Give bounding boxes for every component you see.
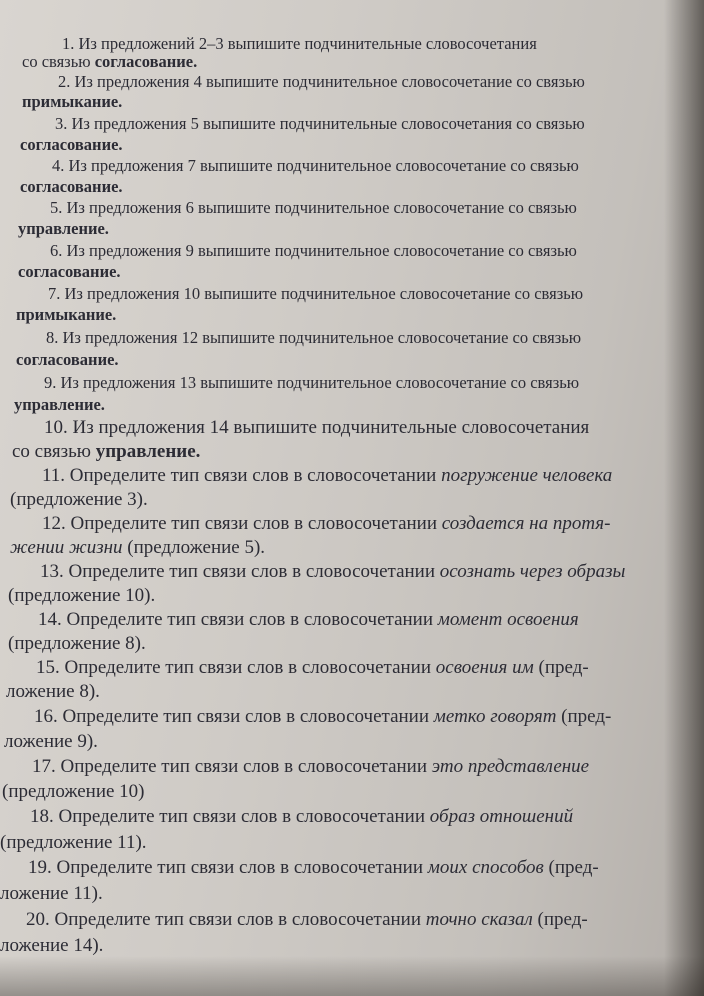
question-text: Определите тип связи слов в словосочетании <box>69 465 437 486</box>
question-number: 10. <box>44 417 68 438</box>
sentence-ref: (предложение 10). <box>8 585 156 606</box>
sentence-ref: (пред- <box>538 657 589 678</box>
question-text: Из предложения 4 выпишите подчинительное словосочетание со связью <box>74 72 585 91</box>
question-number: 1. <box>62 34 75 53</box>
sentence-ref: ложение 8). <box>6 681 100 702</box>
question-number: 9. <box>44 373 57 392</box>
question-number: 14. <box>38 609 62 630</box>
phrase: создается на протя- <box>441 513 611 534</box>
sentence-ref: (предложение 11). <box>0 832 147 853</box>
question-text: Определите тип связи слов в словосочетании <box>66 609 434 630</box>
question-text: Определите тип связи слов в словосочетании <box>70 513 438 534</box>
phrase: моих способов <box>427 857 544 878</box>
question-text: Из предложения 10 выпишите подчинительное словосочетание со связью <box>64 284 584 303</box>
question-text: Определите тип связи слов в словосочетании <box>68 561 436 582</box>
question-number: 6. <box>50 241 63 260</box>
phrase: точно сказал <box>425 909 533 930</box>
connection-type: согласование. <box>20 135 123 154</box>
question-number: 3. <box>55 114 68 133</box>
question-number: 13. <box>40 561 64 582</box>
question-text: Определите тип связи слов в словосочетании <box>58 806 426 827</box>
question-text: Из предложения 9 выпишите подчинительное словосочетание со связью <box>66 241 577 260</box>
question-number: 11. <box>42 465 66 486</box>
connection-type: согласование. <box>20 177 123 196</box>
question-text: Из предложения 14 выпишите подчинительные словосочетания <box>72 417 590 438</box>
phrase: осознать через образы <box>439 561 626 582</box>
question-text: Из предложения 7 выпишите подчинительное словосочетание со связью <box>68 156 579 175</box>
sentence-ref: (предложение 3). <box>10 489 148 510</box>
question-number: 7. <box>48 284 61 303</box>
question-text: Из предложения 6 выпишите подчинительное словосочетание со связью <box>66 198 577 217</box>
question-text: Определите тип связи слов в словосочетании <box>62 706 430 727</box>
question-text: Определите тип связи слов в словосочетании <box>64 657 432 678</box>
sentence-ref: (пред- <box>561 706 612 727</box>
question-number: 4. <box>52 156 65 175</box>
phrase: освоения им <box>435 657 534 678</box>
question-number: 18. <box>30 806 54 827</box>
question-number: 16. <box>34 706 58 727</box>
question-text: Из предложения 13 выпишите подчинительное словосочетание со связью <box>60 373 580 392</box>
question-number: 17. <box>32 756 56 777</box>
question-number: 2. <box>58 72 71 91</box>
phrase: погружение человека <box>441 465 613 486</box>
question-number: 8. <box>46 328 59 347</box>
question-text: со связью <box>22 52 91 71</box>
connection-type: управление. <box>14 395 105 414</box>
connection-type: согласование. <box>18 262 121 281</box>
sentence-ref: (пред- <box>537 909 588 930</box>
question-number: 19. <box>28 857 52 878</box>
sentence-ref: (пред- <box>548 857 599 878</box>
sentence-ref: (предложение 8). <box>8 633 146 654</box>
connection-type: согласование. <box>16 350 119 369</box>
phrase: метко говорят <box>433 706 557 727</box>
connection-type: согласование. <box>94 52 198 71</box>
connection-type: примыкание. <box>22 92 123 111</box>
sentence-ref: (предложение 10) <box>2 781 145 802</box>
question-text: Из предложения 12 выпишите подчинительное словосочетание со связью <box>62 328 582 347</box>
question-number: 20. <box>26 909 50 930</box>
phrase: жении жизни <box>10 537 123 558</box>
sentence-ref: ложение 9). <box>4 731 98 752</box>
question-text: Из предложения 5 выпишите подчинительные словосочетания со связью <box>71 114 585 133</box>
question-text: Определите тип связи слов в словосочетании <box>60 756 428 777</box>
question-number: 5. <box>50 198 63 217</box>
page-bottom-shadow <box>0 956 704 996</box>
connection-type: управление. <box>18 219 109 238</box>
question-text: Из предложений 2–3 выпишите подчинительные словосочетания <box>78 34 537 53</box>
sentence-ref: (предложение 5). <box>127 537 266 558</box>
question-text: со связью <box>12 441 91 462</box>
sentence-ref: ложение 14). <box>0 935 104 956</box>
question-text: Определите тип связи слов в словосочетании <box>56 857 424 878</box>
question-number: 12. <box>42 513 66 534</box>
question-number: 15. <box>36 657 60 678</box>
phrase: момент освоения <box>437 609 579 630</box>
phrase: образ отношений <box>429 806 574 827</box>
question-text: Определите тип связи слов в словосочетании <box>54 909 422 930</box>
page-edge-shadow <box>664 0 704 996</box>
connection-type: примыкание. <box>16 305 117 324</box>
connection-type: управление. <box>95 441 201 462</box>
phrase: это представление <box>431 756 590 777</box>
sentence-ref: ложение 11). <box>0 883 103 904</box>
